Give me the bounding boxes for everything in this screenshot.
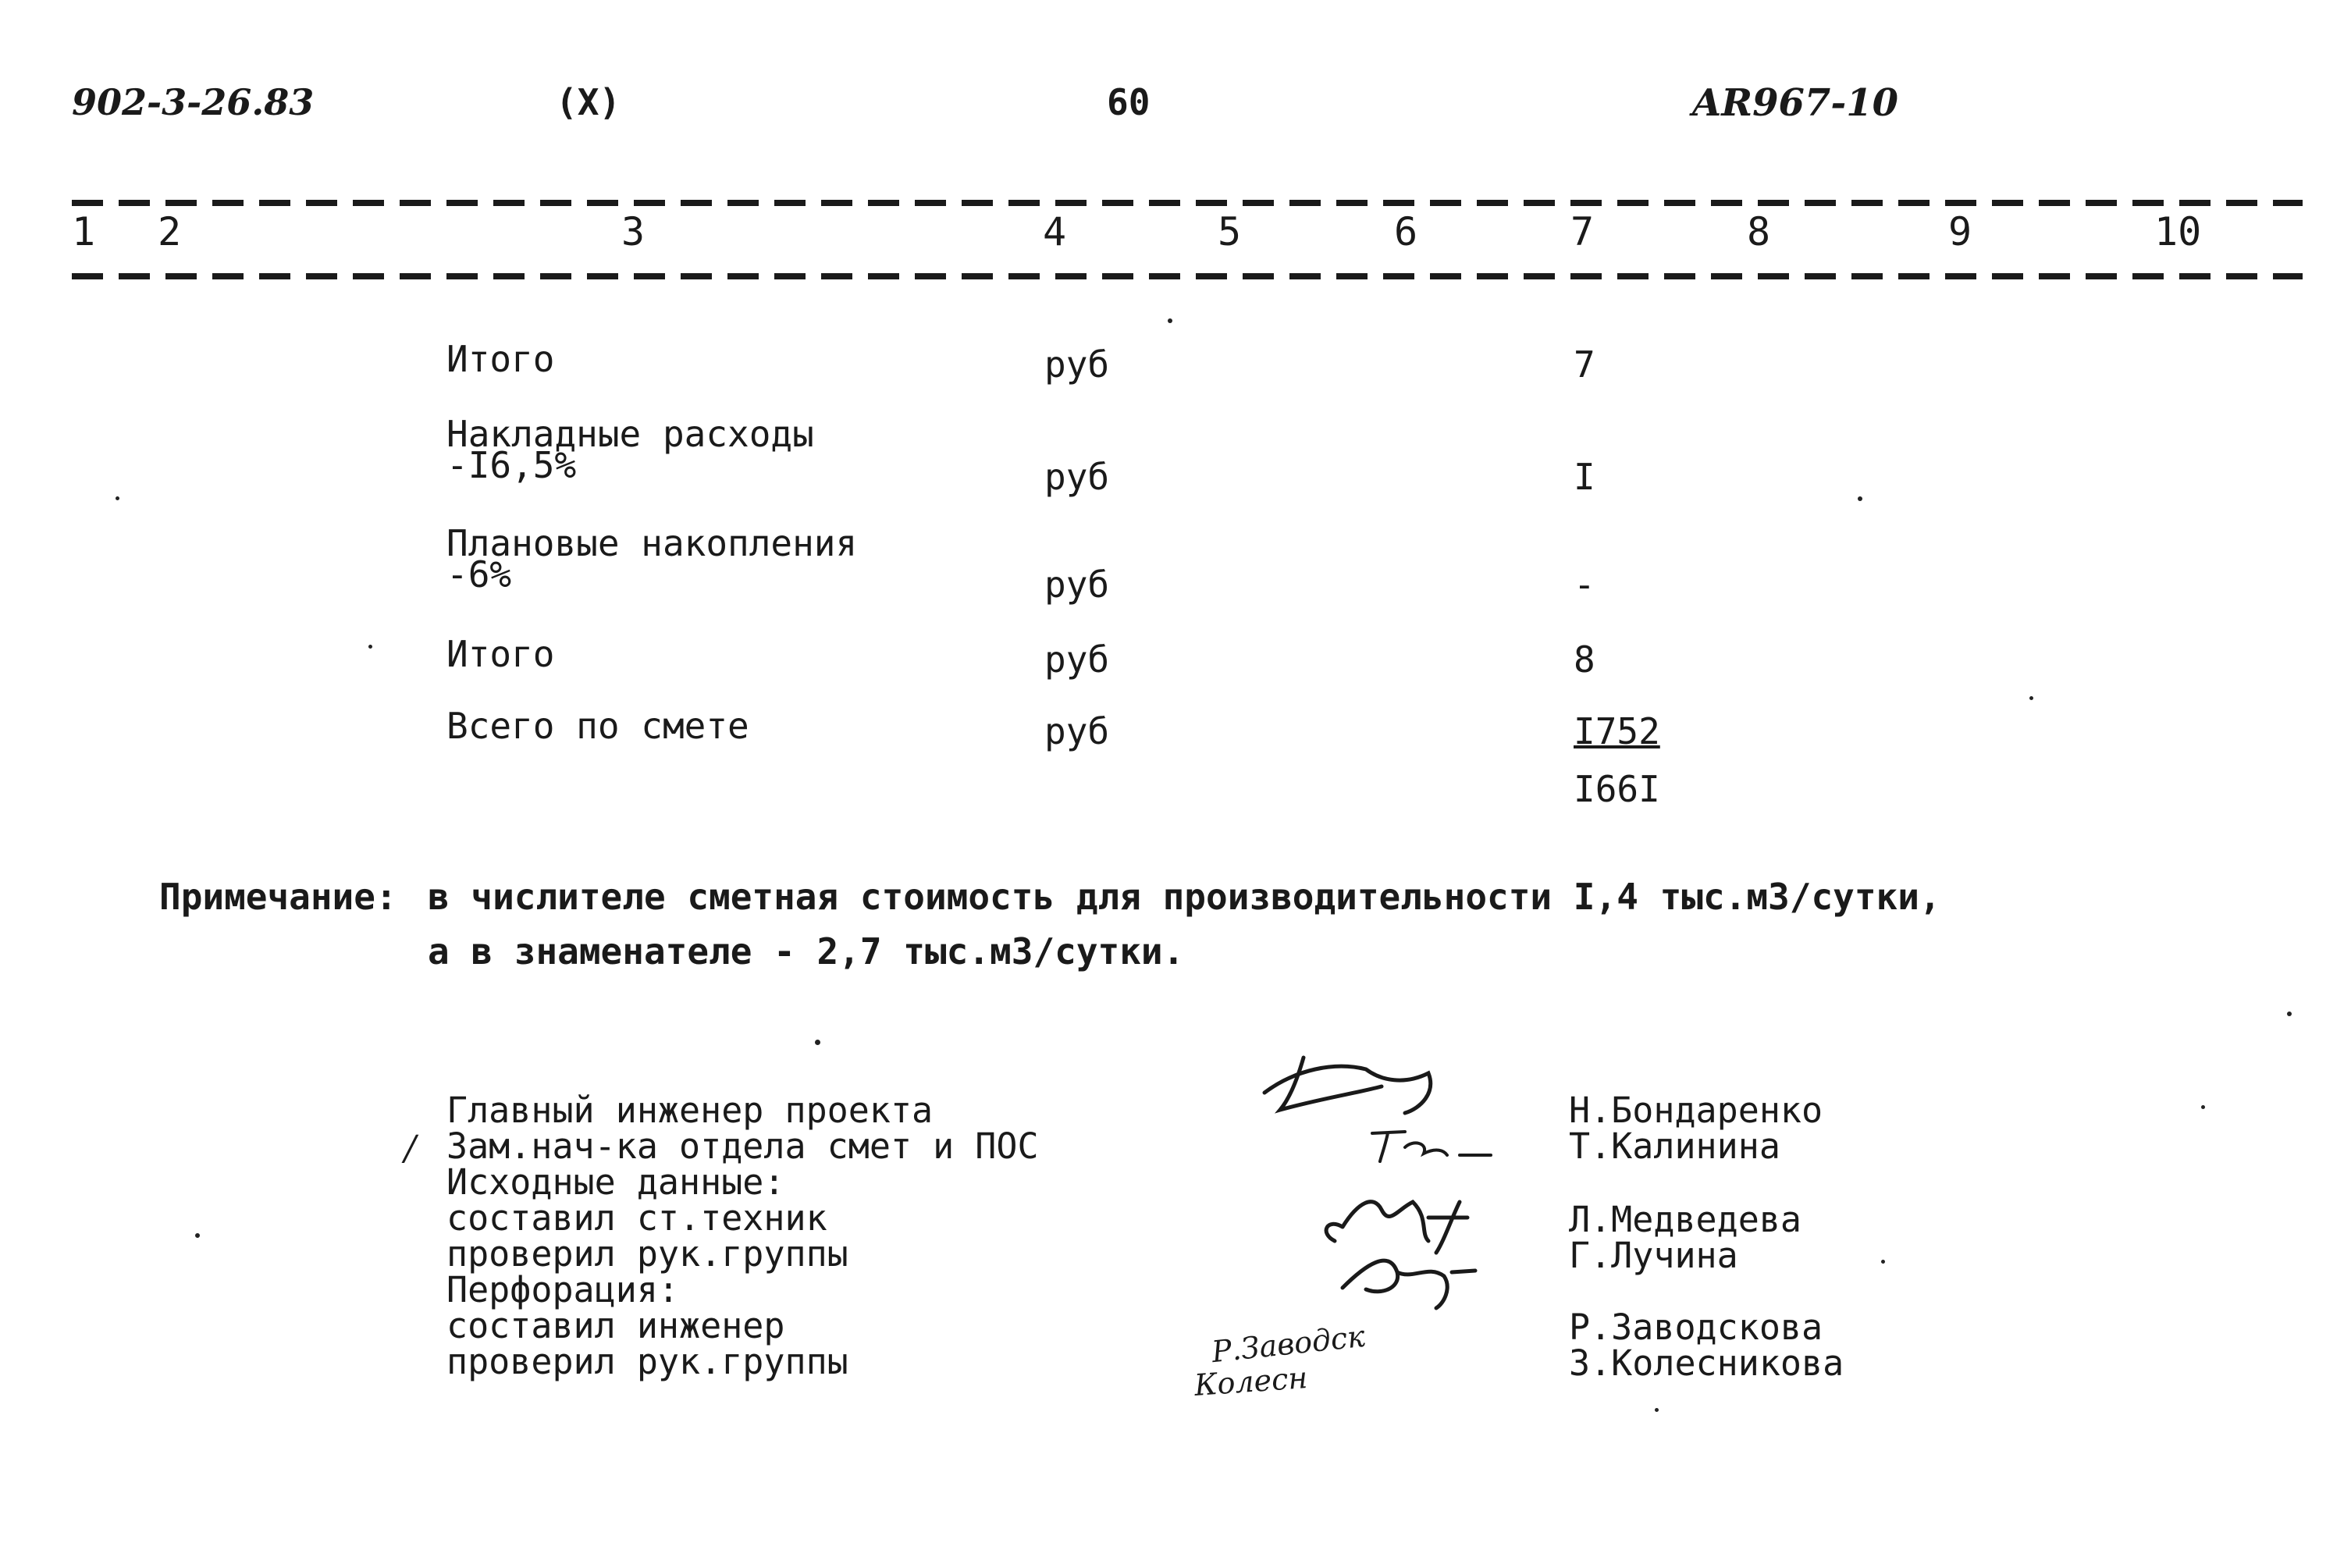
- column-number-8: 8: [1747, 209, 1771, 254]
- column-number-7: 7: [1570, 209, 1595, 254]
- scan-speck: [1881, 1260, 1885, 1264]
- signature-zavodskova: Р.Заводск: [1210, 1318, 1367, 1370]
- row-label-overhead: Накладные расходы: [446, 413, 814, 455]
- row-unit-overhead: руб: [1044, 456, 1110, 498]
- name-luchina: Г.Лучина: [1569, 1235, 1738, 1276]
- page-number: 60: [1107, 81, 1151, 123]
- row-value-planned-savings: -: [1574, 564, 1595, 606]
- name-zavodskova: Р.Заводскова: [1569, 1307, 1823, 1348]
- name-kalinina: Т.Калинина: [1569, 1125, 1780, 1167]
- role-compiled-technician: составил ст.техник: [446, 1197, 827, 1239]
- row-unit-planned-savings: руб: [1044, 564, 1110, 606]
- row-label-planned-savings: Плановые накопления: [446, 522, 858, 564]
- note-line-2: а в знаменателе - 2,7 тыс.м3/сутки.: [428, 930, 1185, 972]
- column-number-4: 4: [1043, 209, 1067, 254]
- scan-speck: [2029, 696, 2033, 700]
- scan-speck: [1655, 1408, 1659, 1412]
- column-number-6: 6: [1394, 209, 1418, 254]
- role-perforation: Перфорация:: [446, 1269, 680, 1310]
- signature-kolesnikova: Колесн: [1193, 1360, 1309, 1403]
- scan-speck: [368, 645, 372, 649]
- scan-speck: [1858, 496, 1862, 501]
- row-unit-total-2: руб: [1044, 638, 1110, 681]
- column-number-1: 1: [72, 209, 96, 254]
- scan-speck: [815, 1040, 820, 1045]
- row-label-overhead-rate: -I6,5%: [446, 444, 577, 486]
- row-unit-grand-total: руб: [1044, 710, 1110, 752]
- scan-speck: [195, 1233, 200, 1238]
- role-chief-engineer: Главный инженер проекта: [446, 1090, 934, 1131]
- column-number-10: 10: [2154, 209, 2202, 254]
- document-code: 902-3-26.83: [72, 81, 315, 123]
- signature-bondarenko: [1249, 1038, 1467, 1124]
- name-medvedeva: Л.Медведева: [1569, 1199, 1802, 1240]
- name-kolesnikova: З.Колесникова: [1569, 1342, 1844, 1384]
- role-checked-group-lead-1: проверил рук.группы: [446, 1233, 848, 1275]
- column-number-2: 2: [158, 209, 182, 254]
- scan-speck: [2287, 1012, 2292, 1016]
- album-code: AR967-10: [1692, 81, 1899, 125]
- role-compiled-engineer: составил инженер: [446, 1305, 785, 1346]
- name-bondarenko: Н.Бондаренко: [1569, 1090, 1823, 1131]
- header-rule-top: [72, 200, 2303, 206]
- row-value-grand-total-denominator: I66I: [1574, 768, 1660, 810]
- signature-luchina: [1327, 1241, 1483, 1311]
- row-label-planned-savings-rate: -6%: [446, 553, 512, 596]
- column-number-9: 9: [1948, 209, 1972, 254]
- scan-speck: [116, 496, 119, 500]
- scan-speck: [2201, 1105, 2205, 1109]
- role-source-data: Исходные данные:: [446, 1161, 785, 1203]
- row-unit-total-1: руб: [1044, 343, 1110, 386]
- row-value-overhead: I: [1574, 456, 1595, 498]
- row-value-total-1: 7: [1574, 343, 1595, 386]
- role-deputy-head: Зам.нач-ка отдела смет и ПОС: [446, 1125, 1039, 1167]
- note-label: Примечание:: [159, 876, 397, 918]
- part-label: (X): [556, 81, 621, 123]
- header-rule-bottom: [72, 273, 2303, 279]
- scan-speck: [1168, 318, 1172, 323]
- column-number-3: 3: [621, 209, 646, 254]
- role-checked-group-lead-2: проверил рук.группы: [446, 1341, 848, 1382]
- row-value-total-2: 8: [1574, 638, 1595, 681]
- row-label-total-1: Итого: [446, 338, 555, 380]
- note-line-1: в числителе сметная стоимость для производительности I,4 тыс.м3/сутки,: [428, 876, 1941, 918]
- margin-tick-mark: /: [404, 1129, 416, 1168]
- row-value-grand-total-numerator: I752: [1574, 710, 1660, 752]
- column-number-5: 5: [1218, 209, 1242, 254]
- signature-kalinina: [1366, 1124, 1499, 1171]
- row-label-total-2: Итого: [446, 633, 555, 675]
- row-label-grand-total: Всего по смете: [446, 705, 749, 747]
